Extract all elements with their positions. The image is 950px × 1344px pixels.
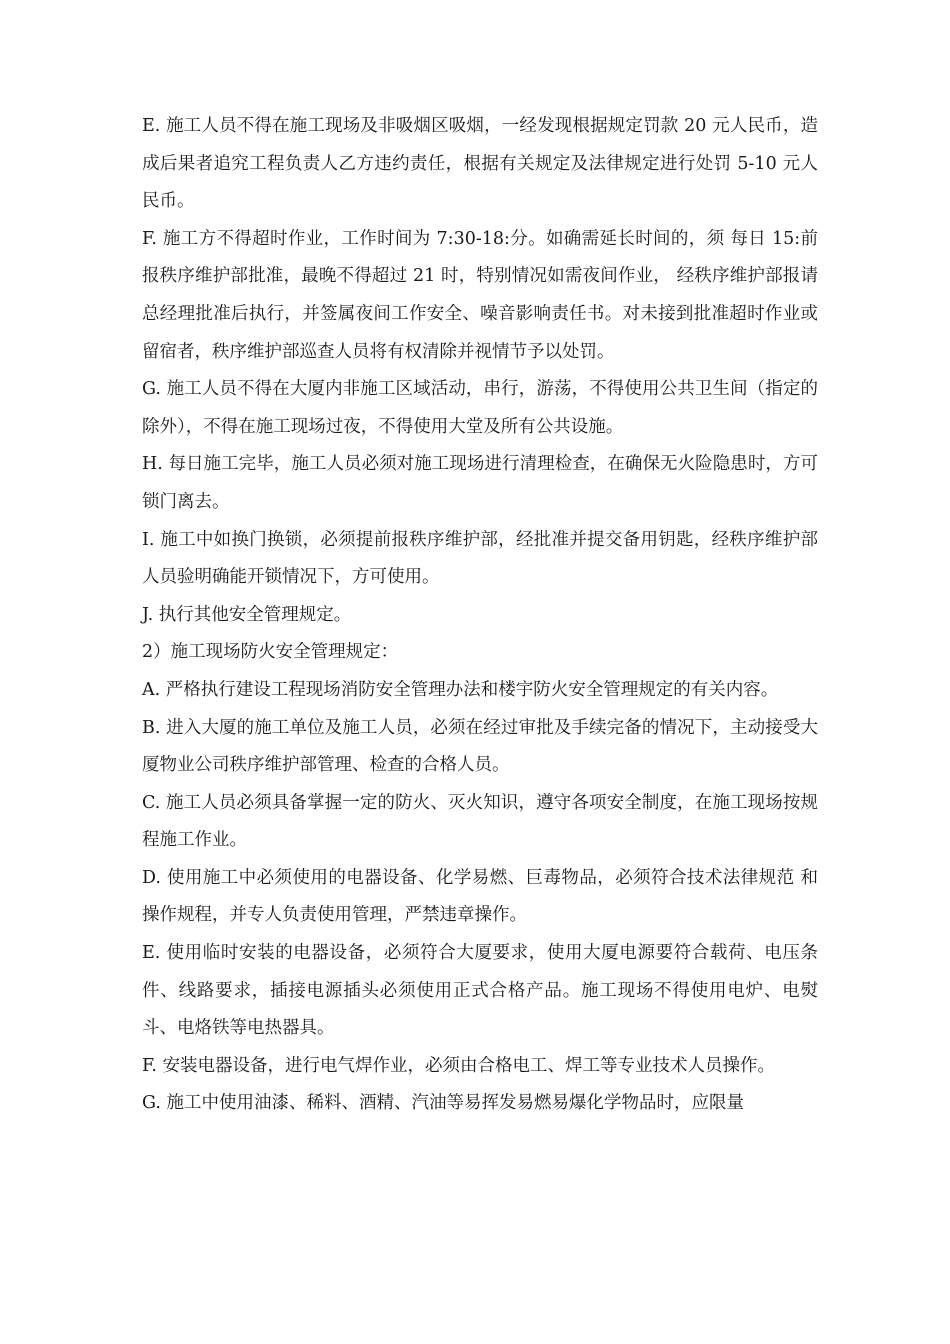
paragraph-g-restricted-areas: G. 施工人员不得在大厦内非施工区域活动，串行，游荡，不得使用公共卫生间（指定的除外），不得在施工现场过夜，不得使用大堂及所有公共设施。 (142, 379, 818, 437)
section-heading-fire-safety: 2）施工现场防火安全管理规定： (142, 642, 399, 663)
paragraph-j-other-rules: J. 执行其他安全管理规定。 (142, 604, 352, 625)
paragraph-a-fire-regulations: A. 严格执行建设工程现场消防安全管理办法和楼宇防火安全管理规定的有关内容。 (142, 679, 779, 700)
paragraph-g-flammable-chemicals: G. 施工中使用油漆、稀料、酒精、汽油等易挥发易燃易爆化学物品时，应限量 (142, 1093, 744, 1114)
paragraph-h-daily-cleanup: H. 每日施工完毕，施工人员必须对施工现场进行清理检查，在确保无火险隐患时，方可锁门离去。 (142, 454, 818, 512)
paragraph-c-fire-knowledge: C. 施工人员必须具备掌握一定的防火、灭火知识，遵守各项安全制度，在施工现场按规程施工作业。 (142, 792, 818, 851)
document-body (142, 108, 818, 1123)
paragraph-b-approved-personnel: B. 进入大厦的施工单位及施工人员，必须在经过审批及手续完备的情况下，主动接受大厦物业公司秩序维护部管理、检查的合格人员。 (142, 717, 818, 776)
paragraph-e-electrical-equipment: E. 使用临时安装的电器设备，必须符合大厦要求，使用大厦电源要符合载荷、电压条件、线路要求，插接电源插头必须使用正式合格产品。施工现场不得使用电炉、电熨斗、电烙铁等电热器具。 (142, 943, 818, 1039)
paragraph-f-overtime: F. 施工方不得超时作业，工作时间为 7:30-18:分。如确需延长时间的，须 每日 15:前报秩序维护部批准，最晚不得超过 21 时，特别情况如需夜间作业， 经秩序维护部报请总经理批准后执行，并签属夜间工作安全、噪音影响责任书。对未接到批准超时作业或留宿者，秩序维护部巡查人员将有权清除并视情节予以处罚。 (142, 228, 818, 362)
paragraph-i-lock-change: I. 施工中如换门换锁，必须提前报秩序维护部，经批准并提交备用钥匙，经秩序维护部人员验明确能开锁情况下，方可使用。 (142, 529, 818, 588)
paragraph-e-smoking: E. 施工人员不得在施工现场及非吸烟区吸烟，一经发现根据规定罚款 20 元人民币，造成后果者追究工程负责人乙方违约责任，根据有关规定及法律规定进行处罚 5-10 元人民币。 (142, 116, 818, 212)
paragraph-d-hazardous-materials: D. 使用施工中必须使用的电器设备、化学易燃、巨毒物品，必须符合技术法律规范 和操作规程，并专人负责使用管理，严禁违章操作。 (142, 867, 818, 926)
paragraph-f-qualified-welders: F. 安装电器设备，进行电气焊作业，必须由合格电工、焊工等专业技术人员操作。 (142, 1055, 776, 1076)
